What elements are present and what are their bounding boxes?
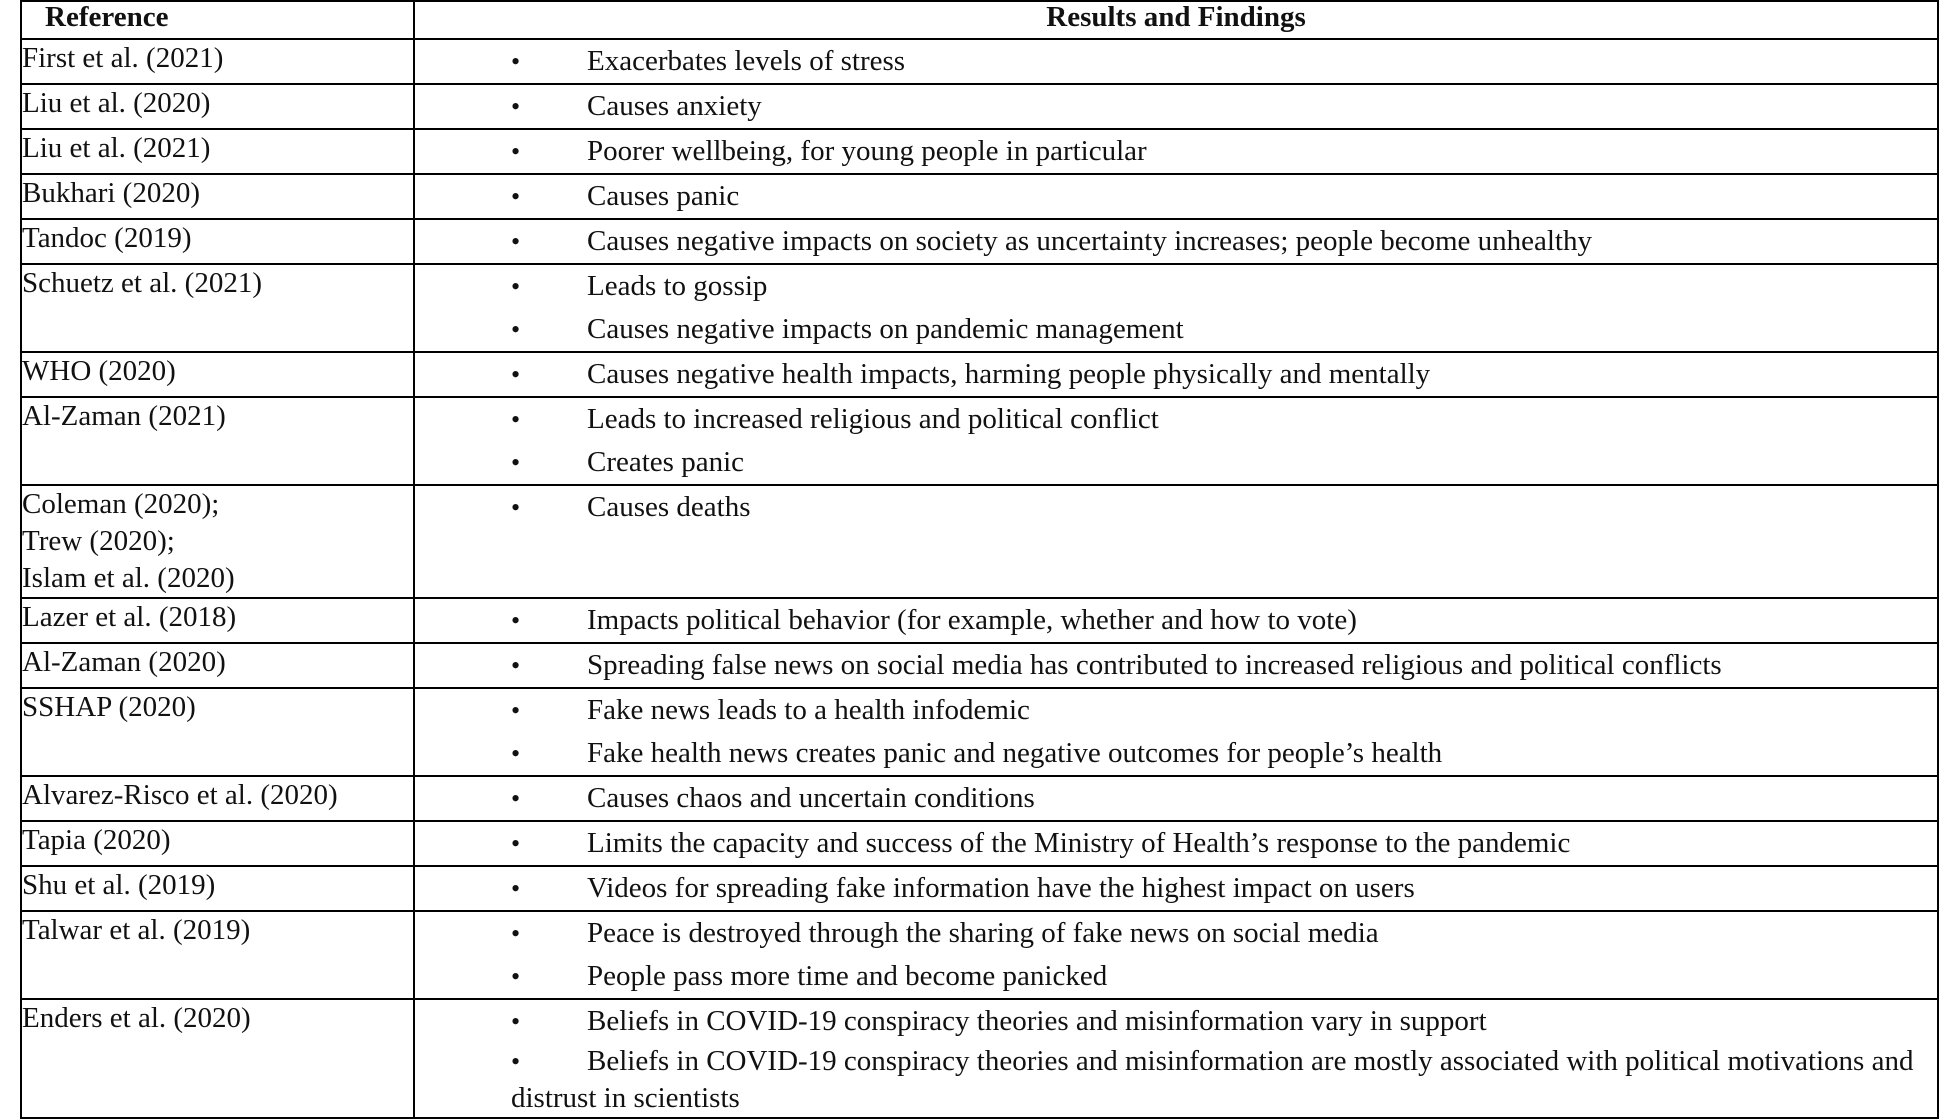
finding-text: Impacts political behavior (for example, whether and how to vote): [587, 604, 1357, 636]
table-row: [21, 84, 1938, 129]
bullet-icon: •: [511, 696, 521, 725]
finding-item: [415, 599, 1937, 642]
finding-text: Beliefs in COVID-19 conspiracy theories and misinformation are mostly associated with political motivations and distrust in scientists: [511, 1045, 1914, 1114]
reference-citation: Alvarez-Risco et al. (2020): [22, 779, 338, 811]
finding-text: Causes negative health impacts, harming people physically and mentally: [587, 358, 1431, 390]
results-cell: [414, 397, 1938, 485]
bullet-icon: •: [511, 493, 521, 522]
bullet-icon: •: [511, 227, 521, 256]
finding-text: Causes negative impacts on society as uncertainty increases; people become unhealthy: [587, 225, 1592, 257]
reference-cell: [21, 688, 414, 776]
reference-citation: Al-Zaman (2020): [22, 646, 226, 678]
bullet-icon: •: [511, 919, 521, 948]
bullet-icon: •: [511, 315, 521, 344]
finding-item: [415, 732, 1937, 775]
reference-cell: [21, 174, 414, 219]
results-cell: [414, 911, 1938, 999]
results-cell: [414, 821, 1938, 866]
finding-text: Spreading false news on social media has contributed to increased religious and political conflicts: [587, 649, 1722, 681]
reference-column-header: Reference: [21, 1, 414, 39]
finding-item: [415, 1043, 1937, 1117]
finding-text: Causes panic: [587, 180, 740, 212]
reference-citation: SSHAP (2020): [22, 691, 196, 723]
bullet-icon: •: [511, 829, 521, 858]
reference-cell: [21, 264, 414, 352]
reference-cell: [21, 911, 414, 999]
reference-citation: Al-Zaman (2021): [22, 400, 226, 432]
finding-item: [415, 220, 1937, 263]
finding-item: [415, 777, 1937, 820]
table-row: [21, 688, 1938, 776]
reference-citation: Shu et al. (2019): [22, 869, 216, 901]
finding-item: [415, 40, 1937, 83]
bullet-icon: •: [511, 739, 521, 768]
bullet-icon: •: [511, 47, 521, 76]
results-cell: [414, 776, 1938, 821]
header-row: [21, 1, 1938, 39]
table-row: [21, 39, 1938, 84]
reference-citation: Tapia (2020): [22, 824, 171, 856]
bullet-icon: •: [511, 405, 521, 434]
reference-citation: Lazer et al. (2018): [22, 601, 237, 633]
reference-cell: [21, 866, 414, 911]
finding-item: [415, 822, 1937, 865]
bullet-icon: •: [511, 651, 521, 680]
finding-text: Exacerbates levels of stress: [587, 45, 906, 77]
bullet-icon: •: [511, 360, 521, 389]
table-row: [21, 174, 1938, 219]
finding-item: [415, 867, 1937, 910]
finding-item: [415, 441, 1937, 484]
bullet-icon: •: [511, 874, 521, 903]
reference-cell: [21, 219, 414, 264]
table-row: [21, 999, 1938, 1118]
finding-item: [415, 353, 1937, 396]
table-row: [21, 129, 1938, 174]
finding-text: Causes negative impacts on pandemic management: [587, 313, 1184, 345]
finding-text: Poorer wellbeing, for young people in particular: [587, 135, 1147, 167]
reference-cell: [21, 485, 414, 598]
table-row: [21, 397, 1938, 485]
table-row: [21, 264, 1938, 352]
bullet-icon: •: [511, 448, 521, 477]
results-cell: [414, 264, 1938, 352]
reference-citation: Islam et al. (2020): [22, 562, 235, 594]
reference-cell: [21, 129, 414, 174]
finding-text: Causes chaos and uncertain conditions: [587, 782, 1035, 814]
reference-cell: [21, 397, 414, 485]
finding-text: Beliefs in COVID-19 conspiracy theories and misinformation vary in support: [587, 1005, 1487, 1037]
bullet-icon: •: [511, 272, 521, 301]
reference-cell: [21, 352, 414, 397]
finding-item: [415, 644, 1937, 687]
results-cell: [414, 39, 1938, 84]
reference-citation: Schuetz et al. (2021): [22, 267, 262, 299]
finding-text: Peace is destroyed through the sharing of fake news on social media: [587, 917, 1379, 949]
finding-item: [415, 265, 1937, 308]
bullet-icon: •: [511, 137, 521, 166]
reference-citation: Coleman (2020);: [22, 488, 220, 520]
reference-citation: Bukhari (2020): [22, 177, 200, 209]
bullet-icon: •: [511, 1007, 521, 1036]
results-cell: [414, 352, 1938, 397]
finding-item: [415, 85, 1937, 128]
finding-item: [415, 486, 1937, 529]
bullet-icon: •: [511, 784, 521, 813]
finding-item: [415, 955, 1937, 998]
table-row: [21, 598, 1938, 643]
reference-cell: [21, 39, 414, 84]
finding-text: Causes deaths: [587, 491, 751, 523]
finding-text: Creates panic: [587, 446, 745, 478]
table-row: [21, 219, 1938, 264]
results-cell: [414, 999, 1938, 1118]
finding-item: [415, 912, 1937, 955]
finding-text: Leads to gossip: [587, 270, 768, 302]
bullet-icon: •: [511, 1047, 521, 1076]
finding-item: [415, 689, 1937, 732]
reference-cell: [21, 643, 414, 688]
finding-text: Videos for spreading fake information have the highest impact on users: [587, 872, 1415, 904]
bullet-icon: •: [511, 962, 521, 991]
table-row: [21, 643, 1938, 688]
results-cell: [414, 688, 1938, 776]
finding-item: [415, 398, 1937, 441]
reference-cell: [21, 999, 414, 1118]
results-column-header: Results and Findings: [414, 1, 1938, 39]
results-cell: [414, 643, 1938, 688]
reference-citation: First et al. (2021): [22, 42, 224, 74]
finding-text: People pass more time and become panicked: [587, 960, 1108, 992]
finding-item: [415, 175, 1937, 218]
findings-table: [20, 0, 1939, 1119]
table-row: [21, 866, 1938, 911]
reference-citation: Liu et al. (2020): [22, 87, 211, 119]
reference-cell: [21, 598, 414, 643]
finding-text: Fake news leads to a health infodemic: [587, 694, 1030, 726]
reference-citation: Talwar et al. (2019): [22, 914, 251, 946]
reference-citation: Trew (2020);: [22, 525, 175, 557]
finding-item: [415, 1000, 1937, 1043]
bullet-icon: •: [511, 606, 521, 635]
table-row: [21, 352, 1938, 397]
results-cell: [414, 866, 1938, 911]
table-row: [21, 776, 1938, 821]
bullet-icon: •: [511, 182, 521, 211]
reference-citation: WHO (2020): [22, 355, 176, 387]
finding-text: Causes anxiety: [587, 90, 762, 122]
results-cell: [414, 598, 1938, 643]
reference-cell: [21, 776, 414, 821]
table-row: [21, 911, 1938, 999]
results-cell: [414, 84, 1938, 129]
reference-citation: Liu et al. (2021): [22, 132, 211, 164]
bullet-icon: •: [511, 92, 521, 121]
finding-text: Fake health news creates panic and negative outcomes for people’s health: [587, 737, 1443, 769]
table-row: [21, 485, 1938, 598]
finding-text: Limits the capacity and success of the Ministry of Health’s response to the pandemic: [587, 827, 1571, 859]
table-header: [21, 1, 1938, 39]
reference-cell: [21, 821, 414, 866]
results-cell: [414, 174, 1938, 219]
finding-text: Leads to increased religious and political conflict: [587, 403, 1159, 435]
results-cell: [414, 219, 1938, 264]
table-body: [21, 39, 1938, 1118]
reference-cell: [21, 84, 414, 129]
table-row: [21, 821, 1938, 866]
finding-item: [415, 130, 1937, 173]
results-cell: [414, 129, 1938, 174]
reference-citation: Tandoc (2019): [22, 222, 192, 254]
finding-item: [415, 308, 1937, 351]
results-cell: [414, 485, 1938, 598]
reference-citation: Enders et al. (2020): [22, 1002, 251, 1034]
